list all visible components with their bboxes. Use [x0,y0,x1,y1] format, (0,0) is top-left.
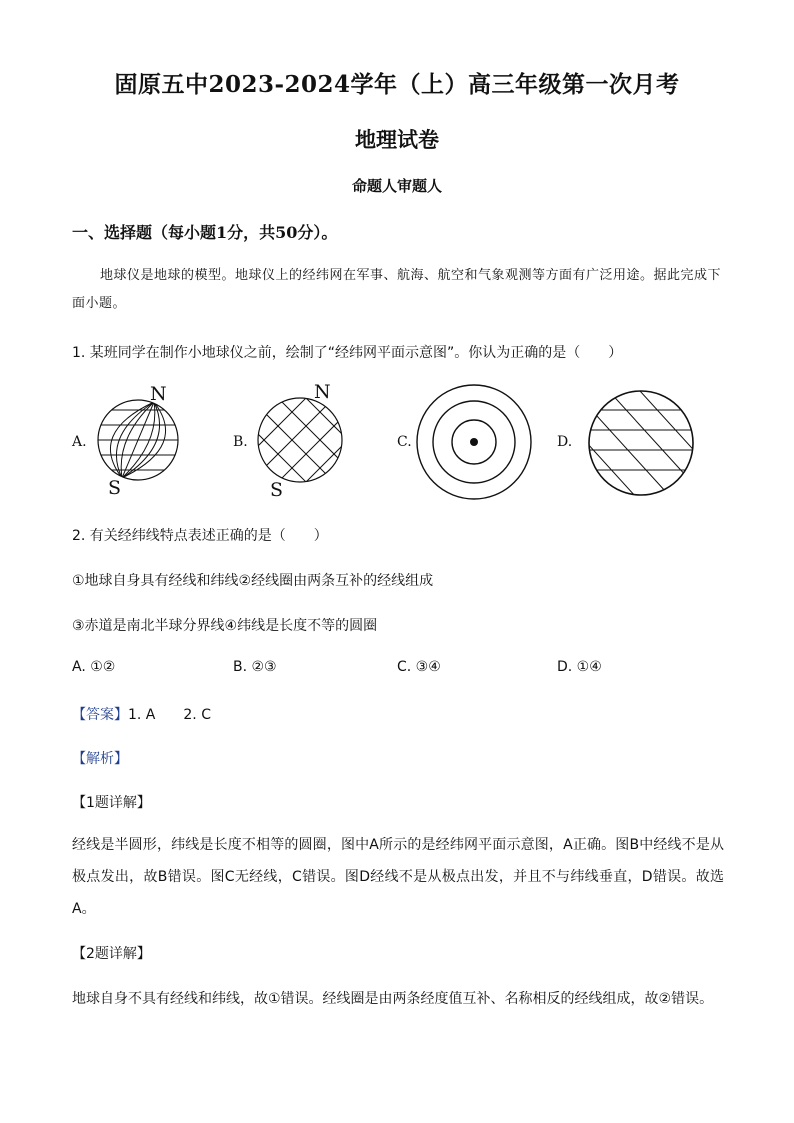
q2-choice-c: C. ③④ [397,659,441,675]
detail-1-text: 经线是半圆形，纬线是长度不相等的圆圈，图中A所示的是经纬网平面示意图，A正确。图B中经线不是从极点发出，故B错误。图C无经线，C错误。图D经线不是从极点出发，并且不与纬线垂直，D错误。故选A。 [72,837,724,917]
answer-text: 1. A 2. C [128,707,211,723]
option-d-figure [586,388,696,498]
intro-paragraph: 地球仪是地球的模型。地球仪上的经纬网在军事、航海、航空和气象观测等方面有广泛用途。据此完成下面小题。 [72,268,722,311]
option-a-figure [88,378,192,502]
exam-title: 固原五中2023-2024学年（上）高三年级第一次月考 [114,71,680,98]
q2-choice-d: D. ①④ [557,659,602,675]
exam-subtitle: 地理试卷 [355,127,439,152]
option-b-letter: B. [233,434,248,450]
question-2-statement-1: ①地球自身具有经线和纬线②经线圈由两条互补的经线组成 [72,573,434,589]
question-2-stem: 2. 有关经纬线特点表述正确的是（ ） [72,528,328,544]
option-a-letter: A. [72,434,87,450]
option-c-figure [414,382,534,502]
question-1-stem: 1. 某班同学在制作小地球仪之前，绘制了“经纬网平面示意图”。你认为正确的是（ ） [72,345,623,361]
exam-authors: 命题人审题人 [351,177,442,195]
detail-2-text: 地球自身不具有经线和纬线，故①错误。经线圈是由两条经度值互补、名称相反的经线组成，故②错误。 [72,991,714,1007]
answer-line [72,704,211,724]
answer-label: 【答案】 [72,707,128,723]
option-a-north: N [150,383,167,405]
analysis-label: 【解析】 [72,751,128,767]
option-c-letter: C. [397,434,412,450]
option-a-south: S [108,477,122,499]
section-heading: 一、选择题（每小题1分，共50分）。 [72,223,338,242]
option-b-figure [252,378,352,502]
q2-choice-a: A. ①② [72,659,116,675]
q2-choice-b: B. ②③ [233,659,277,675]
option-d-letter: D. [557,434,573,450]
option-b-south: S [270,479,284,501]
detail-1-label: 【1题详解】 [72,795,151,811]
question-2-statement-2: ③赤道是南北半球分界线④纬线是长度不等的圆圈 [72,618,378,634]
detail-2-label: 【2题详解】 [72,946,151,962]
option-b-north: N [314,381,331,403]
